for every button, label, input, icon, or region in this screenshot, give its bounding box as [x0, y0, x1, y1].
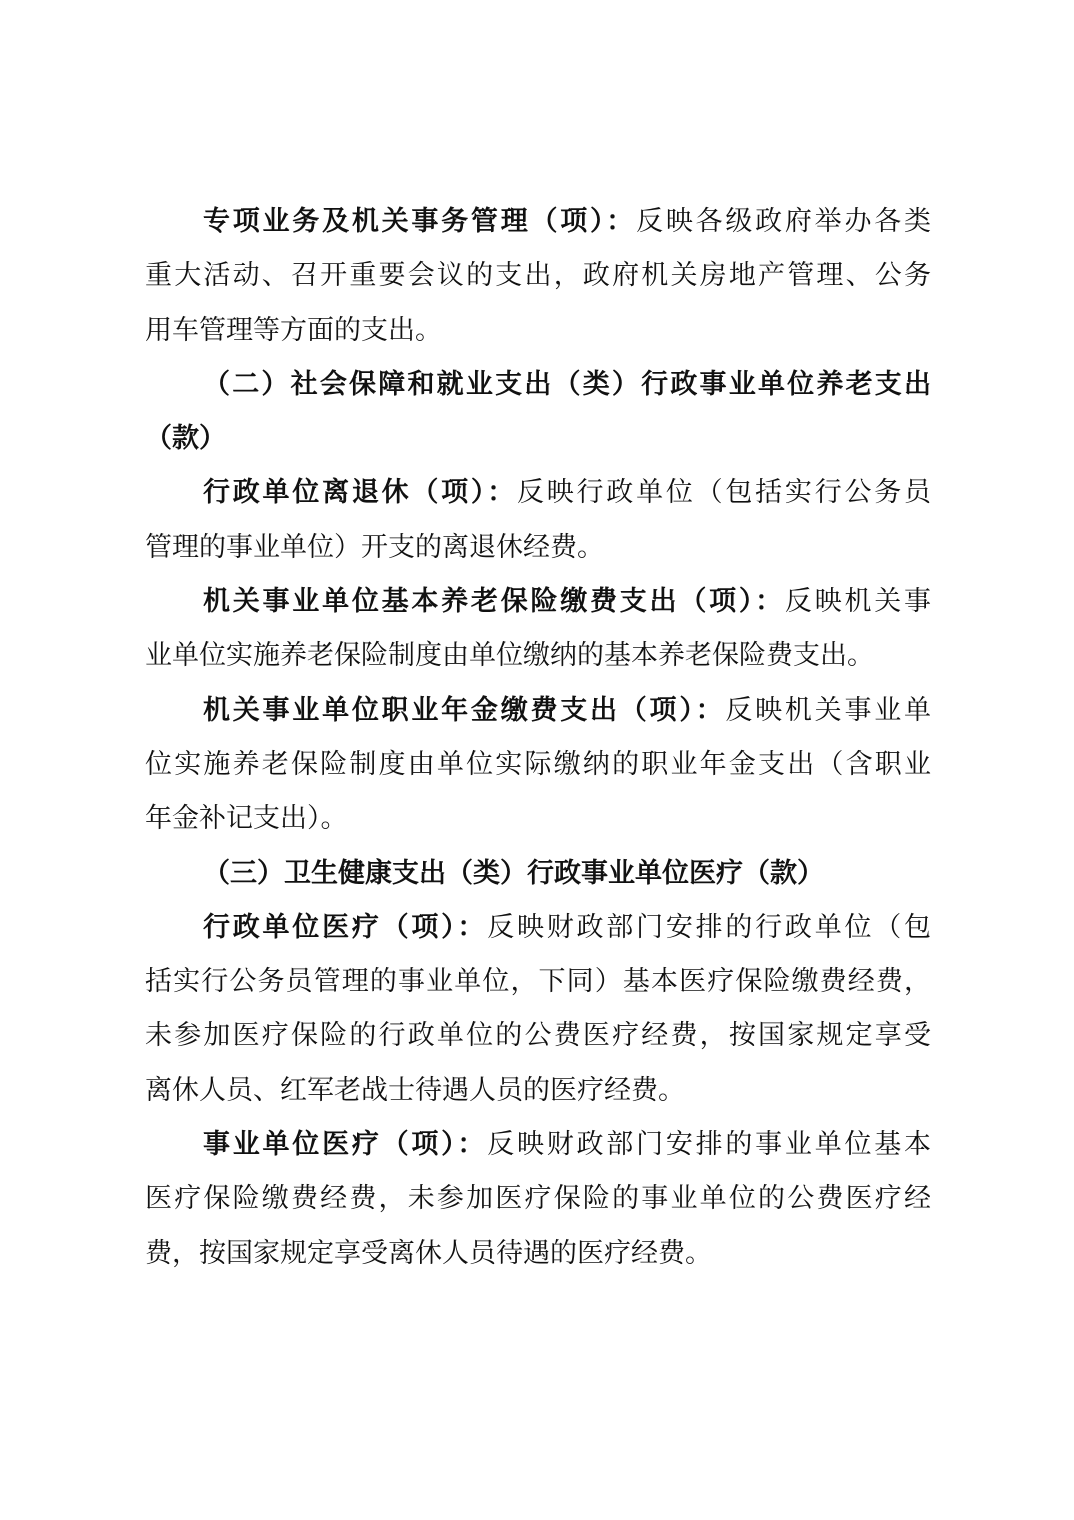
paragraph-line: 医疗保险缴费经费，未参加医疗保险的事业单位的公费医疗经 — [145, 1183, 931, 1215]
paragraph-line: 位实施养老保险制度由单位实际缴纳的职业年金支出（含职业 — [145, 748, 931, 780]
paragraph-line: 费，按国家规定享受离休人员待遇的医疗经费。 — [145, 1237, 712, 1269]
paragraph-line: 离休人员、红军老战士待遇人员的医疗经费。 — [145, 1074, 685, 1106]
item-title: 事业单位医疗（项）： — [203, 1129, 488, 1161]
item-text: 反映机关事业单 — [725, 694, 931, 726]
paragraph-line — [145, 575, 931, 629]
section-heading: （二）社会保障和就业支出（类）行政事业单位养老支出 — [203, 368, 931, 400]
item-text: 反映行政单位（包括实行公务员 — [516, 477, 931, 509]
paragraph-line — [145, 684, 931, 738]
item-title: 专项业务及机关事务管理（项）： — [203, 206, 637, 237]
item-title: 行政单位医疗（项）： — [203, 911, 488, 943]
item-text: 反映各级政府举办各类 — [636, 206, 931, 237]
section-heading: （款） — [145, 423, 226, 455]
paragraph-line: 管理的事业单位）开支的离退休经费。 — [145, 531, 604, 563]
item-text: 反映机关事 — [784, 586, 931, 618]
paragraph-line: 用车管理等方面的支出。 — [145, 314, 442, 346]
paragraph-line: 括实行公务员管理的事业单位，下同）基本医疗保险缴费经费， — [145, 966, 931, 998]
item-title: 行政单位离退休（项）： — [203, 477, 517, 509]
paragraph-line — [145, 901, 931, 955]
item-title: 机关事业单位基本养老保险缴费支出（项）： — [203, 586, 785, 618]
section-heading: （三）卫生健康支出（类）行政事业单位医疗（款） — [203, 857, 824, 889]
item-text: 反映财政部门安排的行政单位（包 — [487, 911, 931, 943]
paragraph-line: 重大活动、召开重要会议的支出，政府机关房地产管理、公务 — [145, 260, 931, 292]
document-body — [145, 195, 931, 1281]
paragraph-line — [145, 466, 931, 520]
paragraph-line: 业单位实施养老保险制度由单位缴纳的基本养老保险费支出。 — [145, 640, 874, 672]
paragraph-line: 年金补记支出）。 — [145, 803, 348, 835]
item-text: 反映财政部门安排的事业单位基本 — [487, 1129, 931, 1161]
item-title: 机关事业单位职业年金缴费支出（项）： — [203, 694, 726, 726]
paragraph-line — [145, 195, 931, 249]
paragraph-line: 未参加医疗保险的行政单位的公费医疗经费，按国家规定享受 — [145, 1020, 931, 1052]
paragraph-line — [145, 1118, 931, 1172]
